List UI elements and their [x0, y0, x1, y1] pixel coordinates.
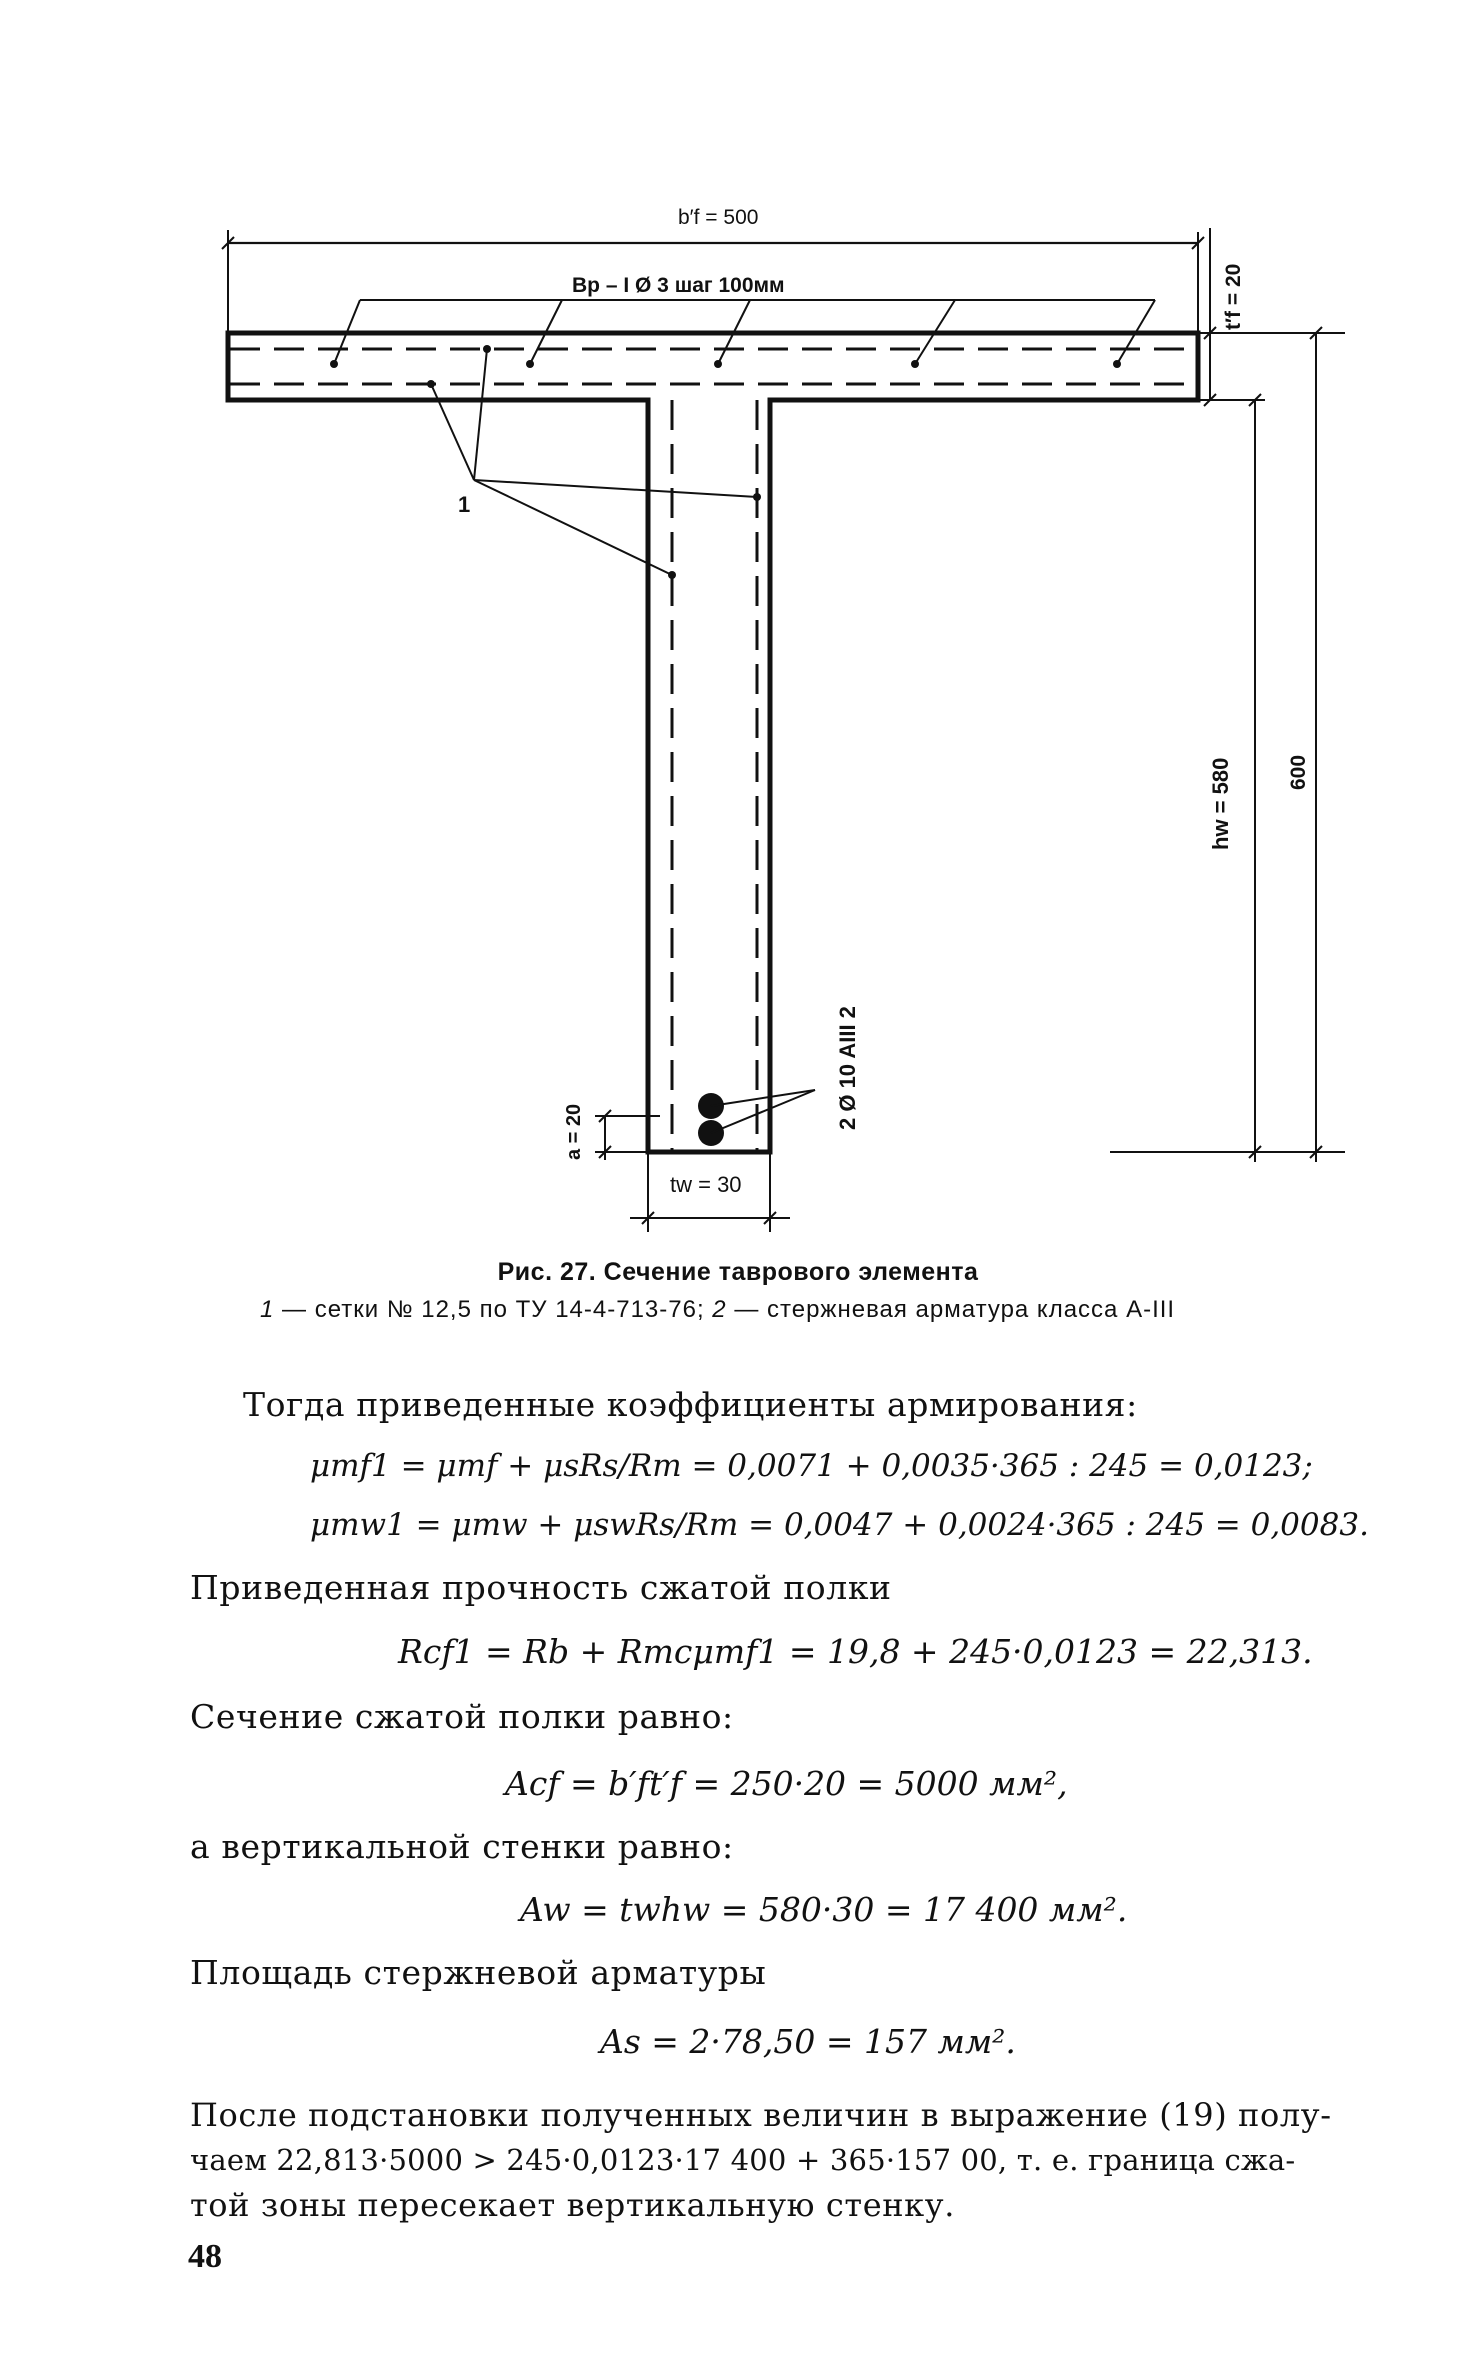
paragraph-6-line-1: После подстановки полученных величин в выражение (19) полу-	[190, 2096, 1332, 2134]
equation-2: μmw1 = μmw + μswRs/Rm = 0,0047 + 0,0024·365 : 245 = 0,0083.	[310, 1507, 1369, 1543]
equation-6: As = 2·78,50 = 157 мм².	[600, 2022, 1016, 2061]
callout-1: 1	[458, 492, 471, 517]
legend-2-num: 2	[712, 1296, 727, 1323]
dim-h-label: 600	[1287, 754, 1310, 790]
figure-caption-title: Рис. 27. Сечение таврового элемента	[497, 1258, 979, 1286]
mesh-label: Вр – I Ø 3 шаг 100мм	[572, 274, 785, 297]
equation-3: Rcf1 = Rb + Rmcμmf1 = 19,8 + 245·0,0123 = 22,313.	[398, 1632, 1313, 1671]
legend-1-num: 1	[260, 1296, 275, 1323]
equation-4: Acf = b′ft′f = 250·20 = 5000 мм²,	[505, 1764, 1068, 1803]
figure-caption-legend	[260, 1296, 1175, 1324]
dim-tw-label: tw = 30	[670, 1172, 742, 1197]
dim-a-label: a = 20	[563, 1103, 585, 1160]
paragraph-6-line-2: чаем 22,813·5000 > 245·0,0123·17 400 + 365·157 00, т. е. граница сжа-	[190, 2143, 1296, 2177]
paragraph-1: Тогда приведенные коэффициенты армирования:	[243, 1385, 1138, 1424]
dim-bf-label: b′f = 500	[678, 206, 759, 229]
dim-hw-label: hw = 580	[1208, 757, 1233, 850]
t-section-outline	[228, 333, 1198, 1152]
paragraph-5: Площадь стержневой арматуры	[190, 1953, 767, 1992]
equation-1: μmf1 = μmf + μsRs/Rm = 0,0071 + 0,0035·365 : 245 = 0,0123;	[310, 1448, 1313, 1484]
paragraph-4: а вертикальной стенки равно:	[190, 1827, 734, 1866]
bars-label: 2 Ø 10 AIII 2	[835, 1006, 860, 1130]
equation-5: Aw = twhw = 580·30 = 17 400 мм².	[520, 1890, 1128, 1929]
paragraph-3: Сечение сжатой полки равно:	[190, 1697, 734, 1736]
dim-tf-label: t′f = 20	[1222, 263, 1245, 330]
paragraph-6-line-3: той зоны пересекает вертикальную стенку.	[190, 2186, 955, 2224]
paragraph-2: Приведенная прочность сжатой полки	[190, 1568, 892, 1607]
legend-2-text: — стержневая арматура класса А-III	[726, 1296, 1176, 1323]
legend-1-text: — сетки № 12,5 по ТУ 14-4-713-76;	[274, 1296, 713, 1323]
page-number: 48	[188, 2238, 222, 2275]
